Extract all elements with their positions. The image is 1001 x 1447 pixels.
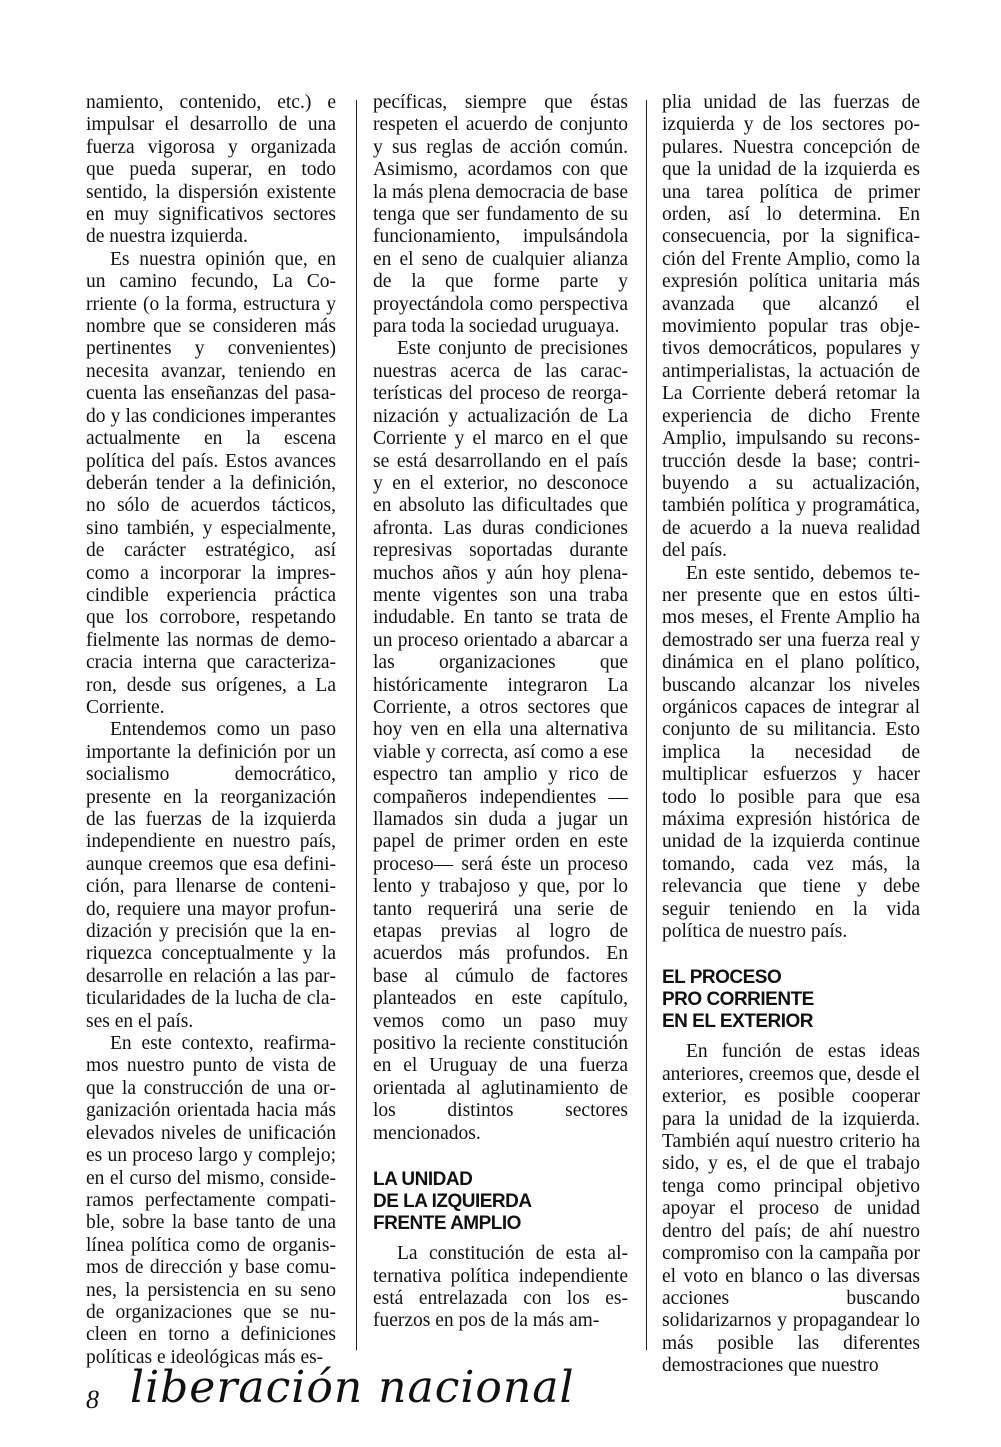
column-divider-left bbox=[356, 100, 357, 1350]
paragraph: Entendemos como un paso importante la definición por un socialismo democrático, presente en la reorganización de las fuerzas de la izquierda independiente en nuestro país, aunque creemos que esa definición, para llenarse de contenido, requiere una mayor profundización y precisión que la enriquezca conceptualmente y la desarrolle en relación a las particularidades de la lucha de clases en el país. bbox=[86, 719, 336, 1032]
heading-line: PRO CORRIENTE bbox=[662, 989, 814, 1011]
heading-line: EL PROCESO bbox=[662, 967, 782, 989]
paragraph: Este conjunto de precisiones nuestras acerca de las características del proceso de reorganización y actualización de La Corriente y el marco en el que se está desarrollando en el país y en el exterior, no desconoce en absoluto las dificultades que afronta. Las duras condiciones represivas soportadas durante muchos años y aún hoy plenamente vigentes son una traba indudable. En tanto se trata de un proceso orientado a abarcar a las organizaciones que históricamente integraron La Corriente, a otros sectores que hoy ven en ella una alternativa viable y correcta, así como a ese espectro tan amplio y rico de compañeros independientes —llamados sin duda a jugar un papel de primer orden en este proceso— será éste un proceso lento y trabajoso y que, por lo tanto requerirá una serie de etapas previas al logro de acuerdos más profundos. En base al cúmulo de factores planteados en este capítulo, vemos como un paso muy positivo la reciente constitución en el Uruguay de una fuerza orientada al aglutinamiento de los distintos sectores mencionados. bbox=[373, 338, 628, 1144]
article-column-1 bbox=[86, 92, 336, 1369]
article-column-2 bbox=[373, 92, 628, 1333]
column-divider-right bbox=[646, 100, 647, 1350]
masthead-logo: liberación nacional bbox=[130, 1362, 575, 1413]
section-heading-proceso bbox=[662, 967, 920, 1033]
article-column-3 bbox=[662, 92, 920, 1378]
heading-line: LA UNIDAD bbox=[373, 1169, 473, 1191]
paragraph: La constitución de esta alternativa política independiente está entrelazada con los esfuerzos en pos de la más am- bbox=[373, 1243, 628, 1332]
paragraph: Es nuestra opinión que, en un camino fecundo, La Corriente (o la forma, estructura y nombre que se consideren más pertinentes y convenientes) necesita avanzar, teniendo en cuenta las enseñanzas del pasado y las condiciones imperantes actualmente en la escena política del país. Estos avances deberán tender a la definición, no sólo de acuerdos tácticos, sino también, y especialmente, de carácter estratégico, así como a incorporar la imprescindible experiencia práctica que los corrobore, respetando fielmente las normas de democracia interna que caracterizaron, desde sus orígenes, a La Corriente. bbox=[86, 248, 336, 718]
paragraph: namiento, contenido, etc.) e impulsar el desarrollo de una fuerza vigorosa y organizada que pueda superar, en todo sentido, la dispersión existente en muy significativos sectores de nuestra izquierda. bbox=[86, 92, 336, 248]
heading-line: FRENTE AMPLIO bbox=[373, 1213, 521, 1235]
paragraph: pecíficas, siempre que éstas respeten el acuerdo de conjunto y sus reglas de acción común. Asimismo, acordamos con que la más plena democracia de base tenga que ser fundamento de su funcionamiento, impulsándola en el seno de cualquier alianza de la que forme parte y proyectándola como perspectiva para toda la sociedad uruguaya. bbox=[373, 92, 628, 338]
heading-line: DE LA IZQUIERDA bbox=[373, 1191, 532, 1213]
heading-line: EN EL EXTERIOR bbox=[662, 1011, 814, 1033]
paragraph: En función de estas ideas anteriores, creemos que, desde el exterior, es posible cooperar para la unidad de la izquierda. También aquí nuestro criterio ha sido, y es, el de que el trabajo tenga como principal objetivo apoyar el proceso de unidad dentro del país; de ahí nuestro compromiso con la campaña por el voto en blanco o las diversas acciones buscando solidarizarnos y propagandear lo más posible las diferentes demostraciones que nuestro bbox=[662, 1041, 920, 1377]
section-heading-unidad bbox=[373, 1169, 628, 1235]
page-number: 8 bbox=[86, 1385, 99, 1414]
paragraph: En este contexto, reafirmamos nuestro punto de vista de que la construcción de una organización orientada hacia más elevados niveles de unificación es un proceso largo y complejo; en el curso del mismo, consideramos perfectamente compatible, sobre la base tanto de una línea política como de organismos de dirección y base comunes, la persistencia en su seno de organizaciones que se nucleen en torno a definiciones políticas e ideológicas más es- bbox=[86, 1033, 336, 1368]
paragraph: En este sentido, debemos tener presente que en estos últimos meses, el Frente Amplio ha demostrado ser una fuerza real y dinámica en el plano político, buscando alcanzar los niveles orgánicos capaces de integrar al conjunto de su militancia. Esto implica la necesidad de multiplicar esfuerzos y hacer todo lo posible para que esa máxima expresión histórica de unidad de la izquierda continue tomando, cada vez más, la relevancia que tiene y debe seguir teniendo en la vida política de nuestro país. bbox=[662, 562, 920, 943]
paragraph: plia unidad de las fuerzas de izquierda y de los sectores populares. Nuestra concepción de que la unidad de la izquierda es una tarea política de primer orden, así lo determina. En consecuencia, por la significación del Frente Amplio, como la expresión política unitaria más avanzada que alcanzó el movimiento popular tras objetivos democráticos, populares y antimperialistas, la actuación de La Corriente deberá retomar la experiencia de dicho Frente Amplio, impulsando su reconstrucción desde la base; contribuyendo a su actualización, también política y programática, de acuerdo a la nueva realidad del país. bbox=[662, 92, 920, 562]
